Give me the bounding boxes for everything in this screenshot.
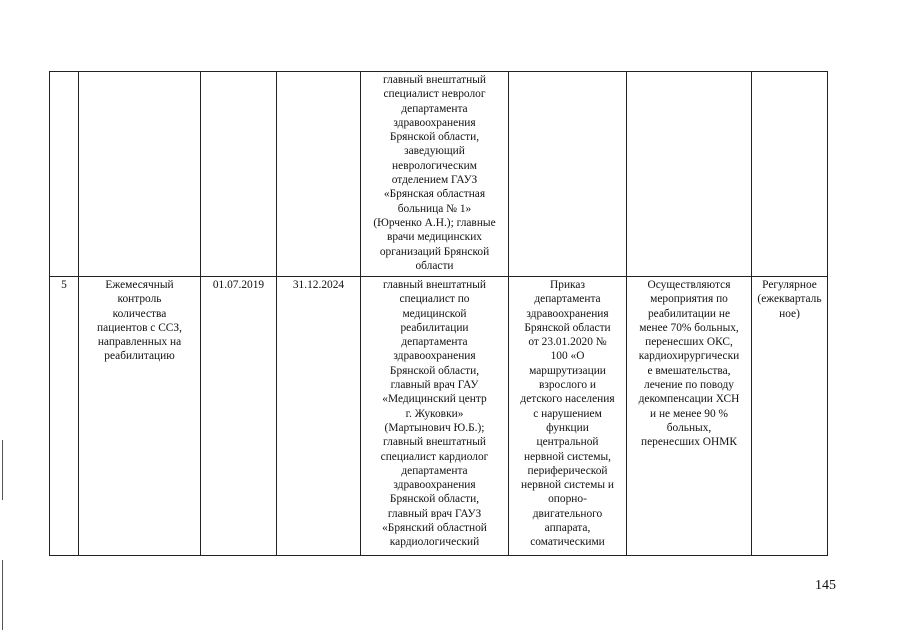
cell-start-date: 01.07.2019 (201, 277, 277, 556)
document-table (49, 71, 828, 556)
cell-responsible: главный внештатный специалист невролог департамента здравоохранения Брянской области, заведующий неврологическим отделением ГАУЗ «Брянская областная больница № 1» (Юрченко А.Н.); главные врачи медицинских организаций Брянской области (361, 72, 509, 277)
cell-event (79, 72, 201, 277)
cell-start-date (201, 72, 277, 277)
cell-end-date (277, 72, 361, 277)
page-number: 145 (815, 578, 836, 593)
scan-edge-mark (2, 440, 3, 500)
cell-periodicity: Регулярное (ежекварталь ное) (752, 277, 828, 556)
cell-end-date: 31.12.2024 (277, 277, 361, 556)
cell-result: Осуществляются мероприятия по реабилитации не менее 70% больных, перенесших ОКС, кардиохирургически е вмешательства, лечение по поводу декомпенсации ХСН и не менее 90 % больных, перенесших ОНМК (627, 277, 752, 556)
cell-event: Ежемесячный контроль количества пациентов с ССЗ, направленных на реабилитацию (79, 277, 201, 556)
cell-number: 5 (50, 277, 79, 556)
cell-basis (509, 72, 627, 277)
cell-basis: Приказ департамента здравоохранения Брянской области от 23.01.2020 № 100 «О маршрутизации взрослого и детского населения с нарушением функции центральной нервной системы, периферической нервной системы и опорно- двигательного аппарата, соматическими (509, 277, 627, 556)
table-row (50, 277, 828, 556)
scan-edge-mark (2, 560, 3, 630)
table-row (50, 72, 828, 277)
cell-responsible: главный внештатный специалист по медицинской реабилитации департамента здравоохранения Брянской области, главный врач ГАУ «Медицинский центр г. Жуковки» (Мартынович Ю.Б.); главный внештатный специалист кардиолог департамента здравоохранения Брянской области, главный врач ГАУЗ «Брянский областной кардиологический (361, 277, 509, 556)
cell-result (627, 72, 752, 277)
cell-number (50, 72, 79, 277)
cell-periodicity (752, 72, 828, 277)
